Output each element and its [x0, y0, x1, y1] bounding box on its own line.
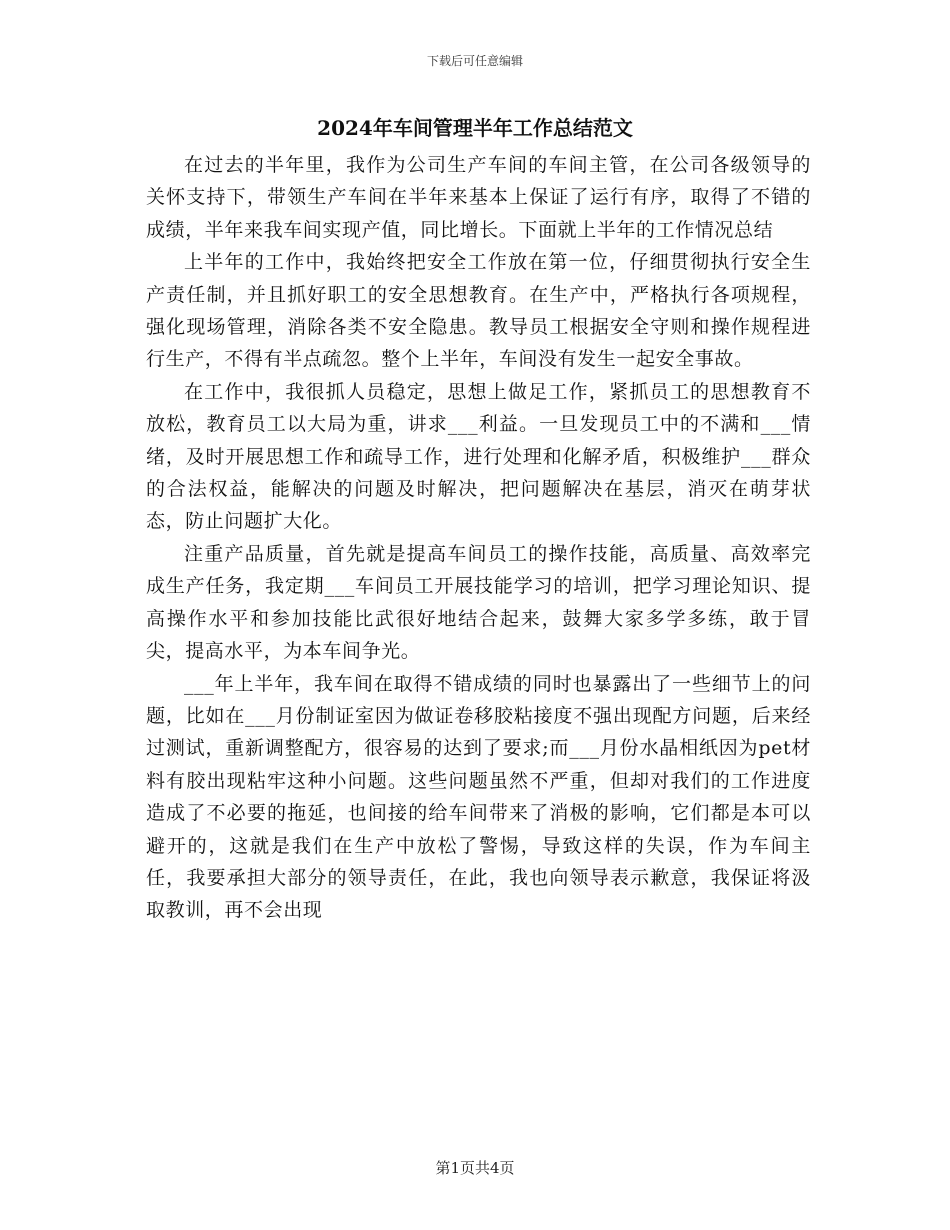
paragraph-3: 在工作中，我很抓人员稳定，思想上做足工作，紧抓员工的思想教育不放松，教育员工以大局为重，讲求___利益。一旦发现员工中的不满和___情绪，及时开展思想工作和疏导工作，进行处理和化解矛盾，积极维护___群众的合法权益，能解决的问题及时解决，把问题解决在基层，消灭在萌芽状态，防止问题扩大化。 [146, 380, 811, 533]
page-number: 第1页共4页 [435, 1159, 515, 1177]
paragraph-5: ___年上半年，我车间在取得不错成绩的同时也暴露出了一些细节上的问题，比如在___月份制证室因为做证卷移胶粘接度不强出现配方问题，后来经过测试，重新调整配方，很容易的达到了要求;而___月份水晶相纸因为pet材料有胶出现粘牢这种小问题。这些问题虽然不严重，但却对我们的工作进度造成了不必要的拖延，也间接的给车间带来了消极的影响，它们都是本可以避开的，这就是我们在生产中放松了警惕，导致这样的失误，作为车间主任，我要承担大部分的领导责任，在此，我也向领导表示歉意，我保证将汲取教训，再不会出现 [146, 672, 811, 922]
page-header-note: 下载后可任意编辑 [426, 54, 523, 68]
document-title: 2024年车间管理半年工作总结范文 [317, 116, 633, 140]
paragraph-2: 上半年的工作中，我始终把安全工作放在第一位，仔细贯彻执行安全生产责任制，并且抓好职工的安全思想教育。在生产中，严格执行各项规程，强化现场管理，消除各类不安全隐患。教导员工根据安全守则和操作规程进行生产，不得有半点疏忽。整个上半年，车间没有发生一起安全事故。 [146, 251, 811, 371]
document-body [146, 149, 811, 927]
paragraph-1: 在过去的半年里，我作为公司生产车间的车间主管，在公司各级领导的关怀支持下，带领生产车间在半年来基本上保证了运行有序，取得了不错的成绩，半年来我车间实现产值，同比增长。下面就上半年的工作情况总结 [146, 154, 811, 241]
paragraph-4: 注重产品质量，首先就是提高车间员工的操作技能，高质量、高效率完成生产任务，我定期___车间员工开展技能学习的培训，把学习理论知识、提高操作水平和参加技能比武很好地结合起来，鼓舞大家多学多练，敢于冒尖，提高水平，为本车间争光。 [146, 542, 811, 663]
